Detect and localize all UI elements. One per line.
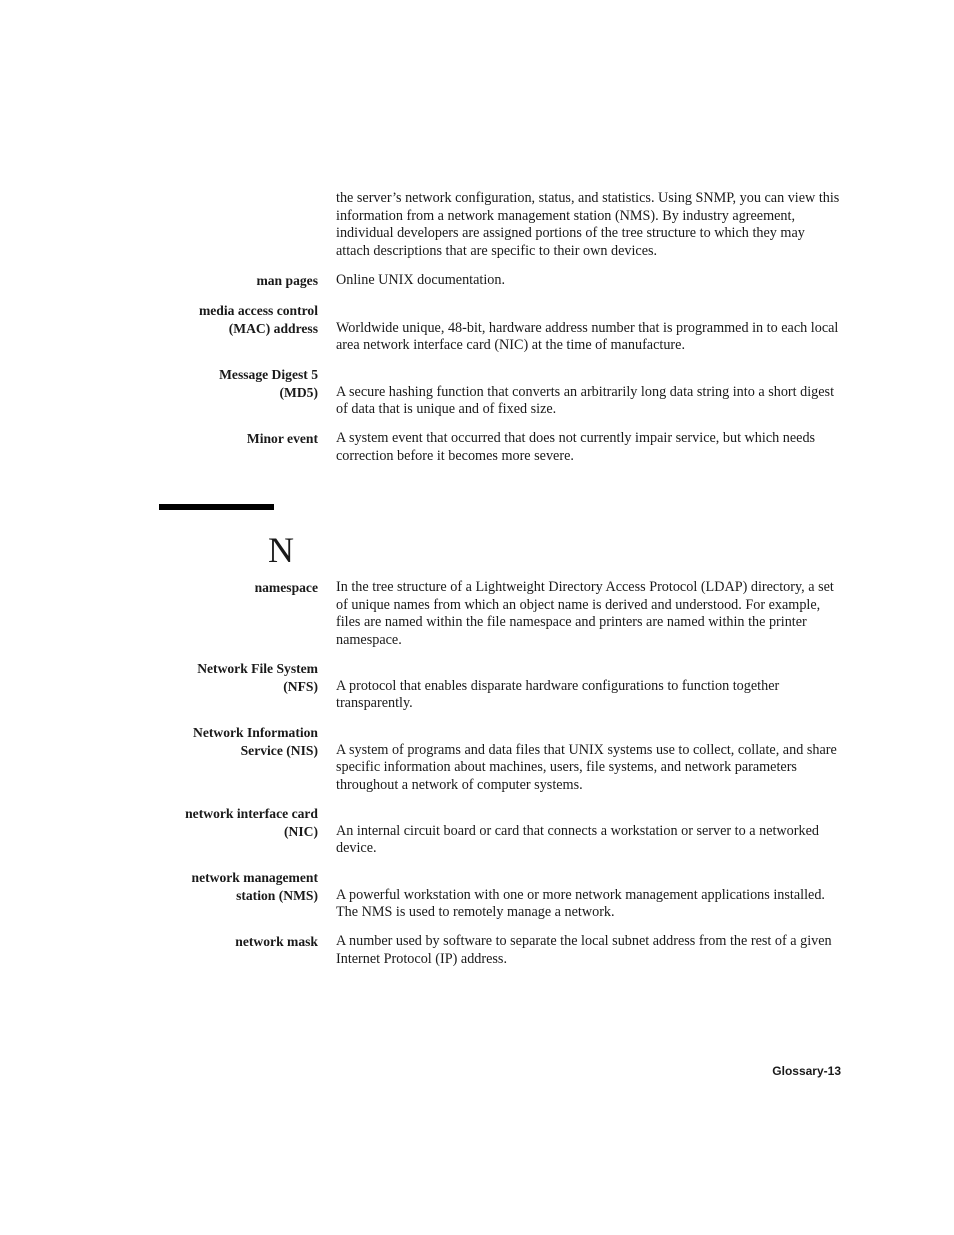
glossary-definition: A secure hashing function that converts an arbitrarily long data string into a short digest of data that is unique and of fixed size. [336,383,835,417]
glossary-term-line: Network File System [197,661,318,676]
glossary-term [140,302,318,337]
glossary-definition: A number used by software to separate the local subnet address from the rest of a given Internet Protocol (IP) address. [336,933,832,967]
glossary-term-line: (MD5) [279,384,318,400]
page-number: Glossary-13 [772,1064,841,1078]
glossary-term-line: (MAC) address [228,320,318,336]
glossary-term-line: Service (NIS) [240,742,318,758]
glossary-term-line: Message Digest 5 [219,367,318,382]
glossary-definition: Online UNIX documentation. [336,272,506,288]
glossary-term-line: (NFS) [283,678,318,694]
glossary-definition: A powerful workstation with one or more network management applications installed. The NMS is used to remotely manage a network. [336,886,825,920]
glossary-term [140,724,318,759]
section-divider-rule [159,504,274,510]
glossary-term [140,366,318,401]
glossary-definition: Worldwide unique, 48-bit, hardware address number that is programmed in to each local area network interface card (NIC) at the time of manufacture. [336,319,839,353]
glossary-term-line: (NIC) [284,823,318,839]
glossary-definition: A protocol that enables disparate hardware configurations to function together transparently. [336,677,780,711]
glossary-definition: In the tree structure of a Lightweight Directory Access Protocol (LDAP) directory, a set of unique names from which an object name is derived and understood. For example, files are named within the file namespace and printers are named within the printer namespace. [336,579,834,648]
glossary-term [140,869,318,904]
glossary-term [140,660,318,695]
section-heading-letter: N [268,530,294,570]
glossary-term: namespace [254,580,318,595]
glossary-definition: An internal circuit board or card that connects a workstation or server to a networked device. [336,822,819,856]
glossary-term-line: network management [191,870,318,885]
continued-definition: the server’s network configuration, status, and statistics. Using SNMP, you can view this information from a network management station (NMS). By industry agreement, individual developers are assigned portions of the tree structure to which they may attach descriptions that are specific to their own devices. [336,190,840,259]
glossary-term-line: network interface card [185,806,318,821]
glossary-term: Minor event [246,431,318,446]
glossary-term-line: Network Information [193,725,318,740]
glossary-definition: A system of programs and data files that UNIX systems use to collect, collate, and share specific information about machines, users, file systems, and network parameters throughout a network of computer systems. [336,741,837,793]
glossary-term-line: media access control [198,303,318,318]
glossary-term: man pages [256,273,318,288]
glossary-definition: A system event that occurred that does not currently impair service, but which needs correction before it becomes more severe. [336,430,816,464]
glossary-term [140,805,318,840]
glossary-term-line: station (NMS) [236,887,318,903]
glossary-term: network mask [235,934,318,949]
